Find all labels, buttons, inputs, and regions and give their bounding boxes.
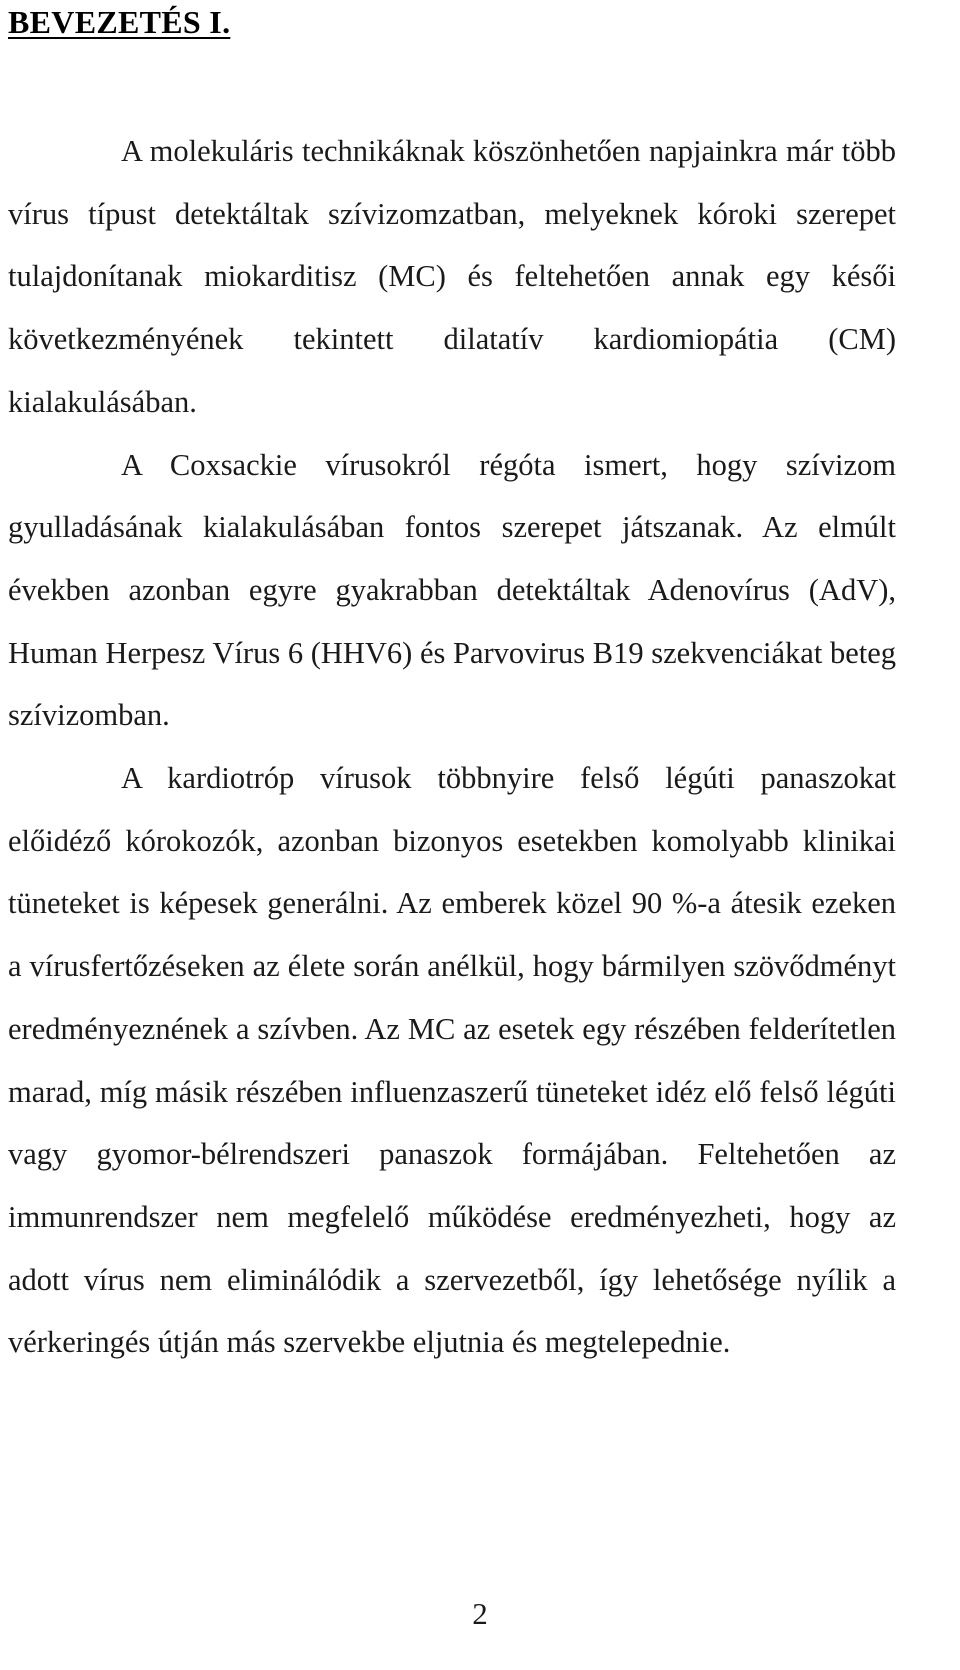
body-text — [8, 120, 896, 1374]
page-number: 2 — [472, 1596, 488, 1631]
paragraph-1: A molekuláris technikáknak köszönhetően napjainkra már több vírus típust detektáltak szívizomzatban, melyeknek kóroki szerepet tulajdonítanak miokarditisz (MC) és feltehetően annak egy késői következményének tekintett dilatatív kardiomiopátia (CM) kialakulásában. — [8, 134, 896, 419]
paragraph-2: A Coxsackie vírusokról régóta ismert, hogy szívizom gyulladásának kialakulásában fontos szerepet játszanak. Az elmúlt években azonban egyre gyakrabban detektáltak Adenovírus (AdV), Human Herpesz Vírus 6 (HHV6) és Parvovirus B19 szekvenciákat beteg szívizomban. — [8, 447, 896, 733]
paragraph-3: A kardiotróp vírusok többnyire felső légúti panaszokat előidéző kórokozók, azonban bizonyos esetekben komolyabb klinikai tüneteket is képesek generálni. Az emberek közel 90 %-a átesik ezeken a vírusfertőzéseken az élete során anélkül, hogy bármilyen szövődményt eredményeznének a szívben. Az MC az esetek egy részében felderítetlen marad, míg másik részében influenzaszerű tüneteket idéz elő felső légúti vagy gyomor-bélrendszeri panaszok formájában. Feltehetően az immunrendszer nem megfelelő működése eredményezheti, hogy az adott vírus nem eliminálódik a szervezetből, így lehetősége nyílik a vérkeringés útján más szervekbe eljutnia és megtelepednie. — [8, 761, 896, 1360]
section-heading: BEVEZETÉS I. — [8, 4, 231, 40]
